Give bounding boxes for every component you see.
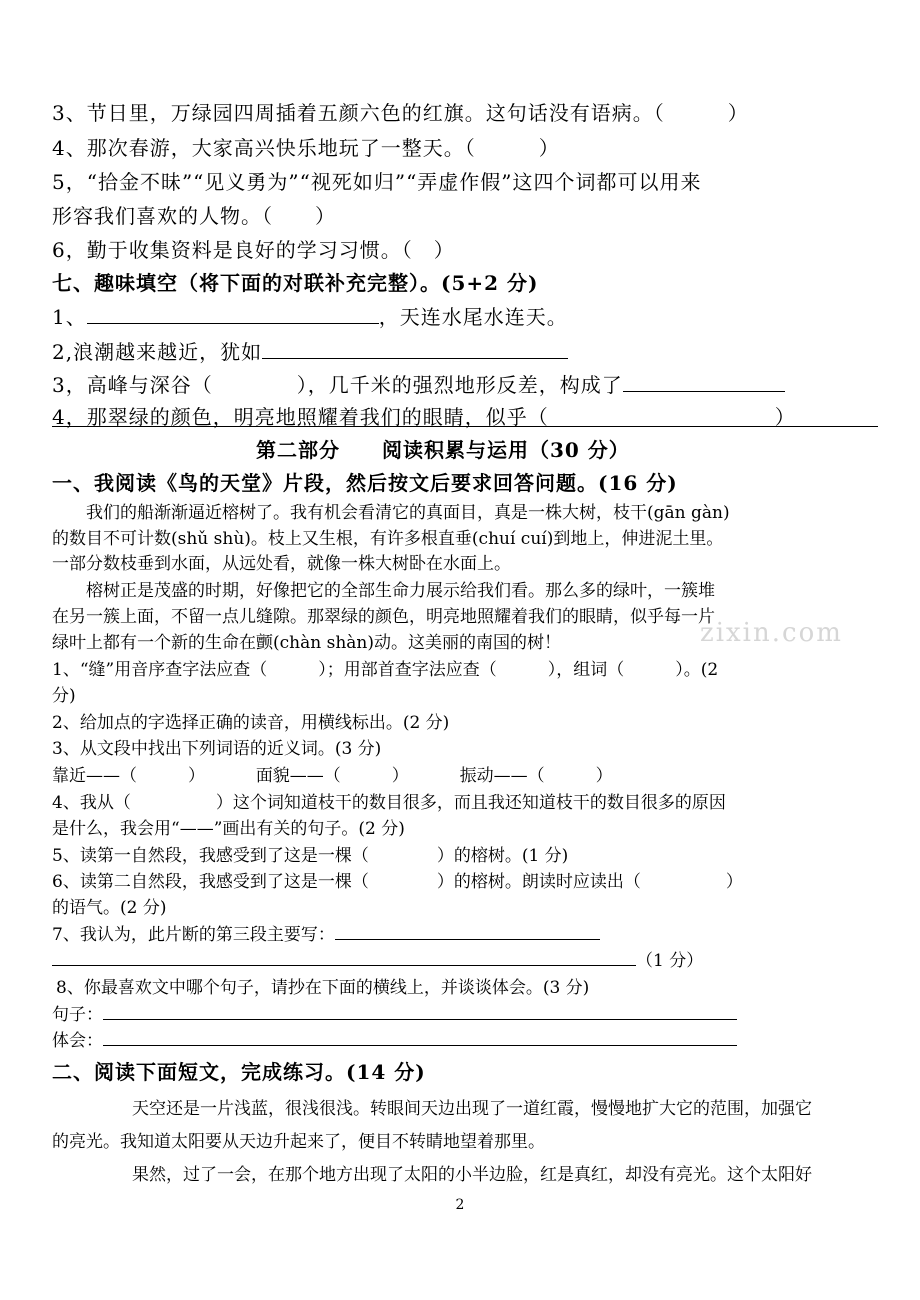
- question-3: 3、从文段中找出下列词语的近义词。(3 分): [52, 739, 382, 759]
- passage-2-line: 在另一簇上面，不留一点儿缝隙。那翠绿的颜色，明亮地照耀着我们的眼睛，似乎每一片: [52, 607, 715, 627]
- part-2-title: 第二部分 阅读积累与运用（30 分）: [256, 438, 630, 462]
- couplet-item-2: [52, 336, 568, 365]
- couplet-1-suffix: ，天连水尾水连天。: [378, 305, 568, 329]
- question-3-answers: [52, 761, 613, 786]
- question-4-line2: 是什么，我会用“——”画出有关的句子。(2 分): [52, 819, 405, 839]
- judge-item-4: 4、那次春游，大家高兴快乐地玩了一整天。（ ）: [52, 136, 560, 160]
- question-8-feeling: [52, 1026, 737, 1051]
- feeling-label: 体会：: [52, 1031, 103, 1051]
- judge-item-5-line2: 形容我们喜欢的人物。（ ）: [52, 204, 336, 228]
- passage-2-line: 绿叶上都有一个新的生命在颤(chàn shàn)动。这美丽的南国的树！: [52, 633, 561, 653]
- question-5: 5、读第一自然段，我感受到了这是一棵（ ）的榕树。(1 分): [52, 846, 569, 866]
- passage-1-line: 一部分数枝垂到水面，从远处看，就像一株大树卧在水面上。: [52, 554, 511, 574]
- synonym-item: 面貌——（ ）: [255, 766, 409, 786]
- passage-4-line: 果然，过了一会，在那个地方出现了太阳的小半边脸，红是真红，却没有亮光。这个太阳好: [132, 1165, 812, 1185]
- question-7-score: （1 分）: [636, 951, 704, 971]
- judge-item-5-line1: 5，“拾金不昧”“见义勇为”“视死如归”“弄虚作假”这四个词都可以用来: [52, 170, 702, 194]
- answer-blank[interactable]: [335, 921, 600, 940]
- question-2: 2、给加点的字选择正确的读音，用横线标出。(2 分): [52, 713, 450, 733]
- question-4-line1: 4、我从（ ）这个词知道枝干的数目很多，而且我还知道枝干的数目很多的原因: [52, 793, 726, 813]
- question-1-line2: 分): [52, 686, 76, 706]
- watermark: zixin.com: [700, 618, 843, 648]
- judge-item-6: 6，勤于收集资料是良好的学习习惯。（ ）: [52, 238, 455, 262]
- couplet-4-text: 4，那翠绿的颜色，明亮地照耀着我们的眼睛，似乎（: [52, 405, 549, 429]
- question-6-line2: 的语气。(2 分): [52, 898, 167, 918]
- passage-2-line: 榕树正是茂盛的时期，好像把它的全部生命力展示给我们看。那么多的绿叶，一簇堆: [52, 581, 715, 601]
- sentence-label: 句子：: [52, 1005, 103, 1025]
- couplet-item-1: [52, 301, 568, 330]
- question-6-line1: 6、读第二自然段，我感受到了这是一棵（ ）的榕树。朗读时应读出（ ）: [52, 872, 743, 892]
- page-number: 2: [455, 1197, 465, 1213]
- judge-item-3: 3、节日里，万绿园四周插着五颜六色的红旗。这句话没有语病。（ ）: [52, 101, 749, 125]
- couplet-4-close: ）: [774, 405, 796, 429]
- section-divider: [52, 426, 878, 427]
- answer-blank[interactable]: [262, 340, 568, 359]
- reading-1-title: 一、我阅读《鸟的天堂》片段，然后按文后要求回答问题。(16 分): [52, 471, 678, 495]
- question-8-sentence: [52, 1000, 737, 1025]
- answer-blank[interactable]: [623, 373, 785, 392]
- question-1-line1: 1、“缝”用音序查字法应查（ ）；用部首查字法应查（ ），组词（ ）。(2: [52, 660, 719, 680]
- answer-blank[interactable]: [87, 305, 379, 324]
- couplet-3-text: 3，高峰与深谷（ ），几千米的强烈地形反差，构成了: [52, 373, 623, 397]
- answer-blank[interactable]: [103, 1027, 737, 1046]
- reading-2-title: 二、阅读下面短文，完成练习。(14 分): [52, 1060, 426, 1084]
- passage-3-line: 天空还是一片浅蓝，很浅很浅。转眼间天边出现了一道红霞，慢慢地扩大它的范围，加强它: [132, 1099, 812, 1119]
- answer-blank[interactable]: [549, 406, 775, 424]
- answer-blank[interactable]: [103, 1001, 737, 1020]
- question-7-line2: [52, 946, 703, 971]
- passage-1-line: 我们的船渐渐逼近榕树了。我有机会看清它的真面目，真是一株大树，枝干(gān gàn): [52, 503, 730, 523]
- question-7-prefix: 7、我认为，此片断的第三段主要写：: [52, 925, 335, 945]
- section-7-title: 七、趣味填空（将下面的对联补充完整）。(5+2 分): [52, 271, 539, 295]
- couplet-item-3: [52, 369, 785, 398]
- synonym-item: 振动——（ ）: [459, 766, 613, 786]
- passage-3-line: 的亮光。我知道太阳要从天边升起来了，便目不转睛地望着那里。: [52, 1132, 545, 1152]
- question-8: 8、你最喜欢文中哪个句子，请抄在下面的横线上，并谈谈体会。(3 分): [56, 978, 590, 998]
- passage-1-line: 的数目不可计数(shǔ shù)。枝上又生根，有许多根直垂(chuí cuí)到地上，伸进泥土里。: [52, 529, 724, 549]
- couplet-2-prefix: 2,浪潮越来越近，犹如: [52, 340, 263, 364]
- synonym-item: 靠近——（ ）: [52, 766, 205, 786]
- answer-blank[interactable]: [52, 947, 636, 966]
- question-7: [52, 920, 600, 945]
- couplet-1-prefix: 1、: [52, 305, 87, 329]
